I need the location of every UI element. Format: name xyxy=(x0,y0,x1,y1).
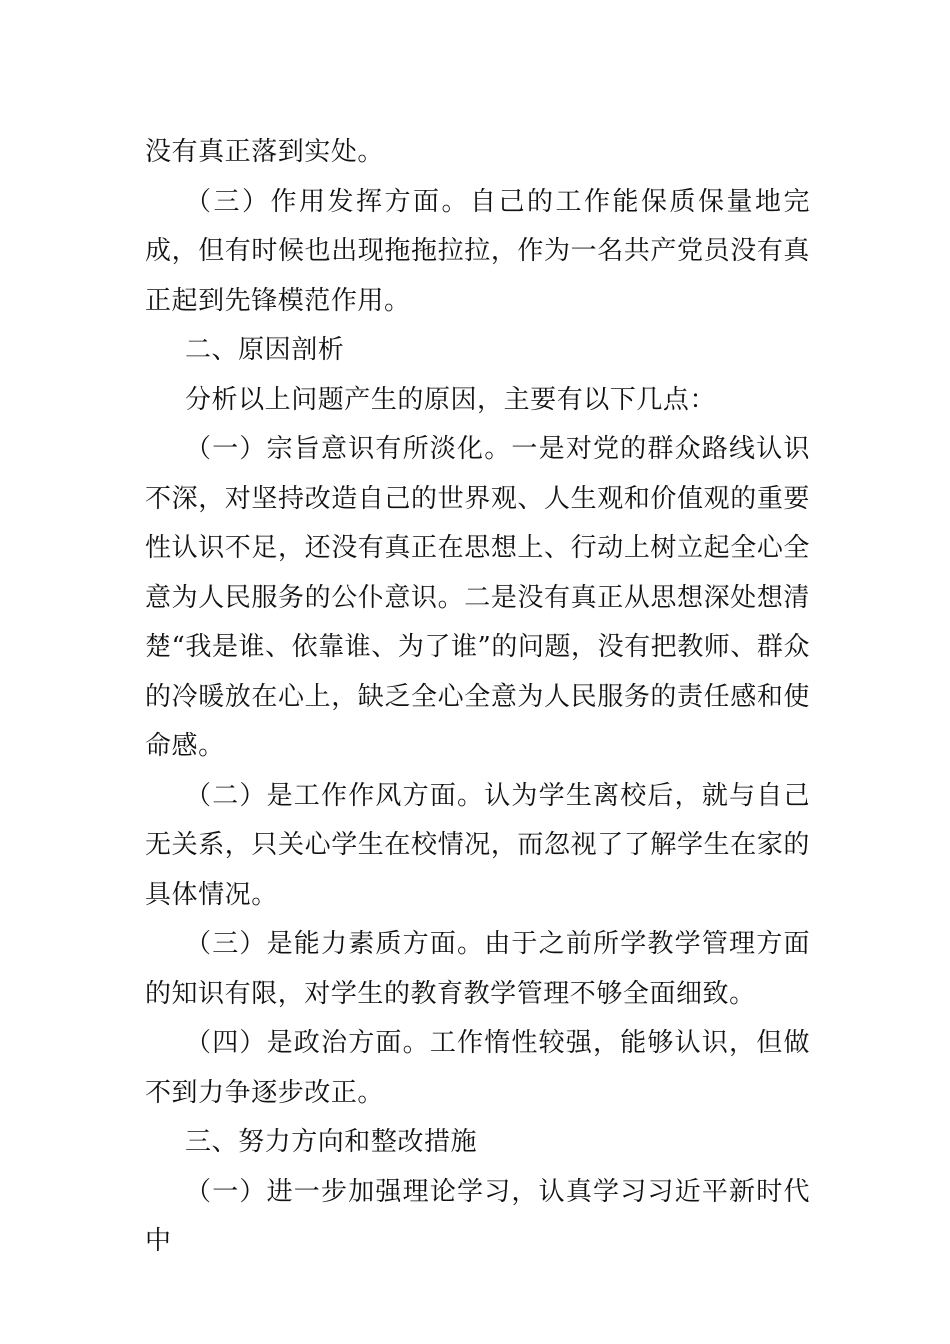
paragraph-role-performance: （三）作用发挥方面。自己的工作能保质保量地完成，但有时候也出现拖拖拉拉，作为一名共产党员没有真正起到先锋模范作用。 xyxy=(145,186,810,316)
paragraph-analysis-intro: 分析以上问题产生的原因，主要有以下几点： xyxy=(185,384,717,415)
paragraph-purpose-awareness: （一）宗旨意识有所淡化。一是对党的群众路线认识不深，对坚持改造自己的世界观、人生观和价值观的重要性认识不足，还没有真正在思想上、行动上树立起全心全意为人民服务的公仆意识。二是没有真正从思想深处想清楚“我是谁、依靠谁、为了谁”的问题，没有把教师、群众的冷暖放在心上，缺乏全心全意为人民服务的责任感和使命感。 xyxy=(145,434,810,761)
document-body xyxy=(145,128,810,1267)
paragraph-work-style: （二）是工作作风方面。认为学生离校后，就与自己无关系，只关心学生在校情况，而忽视了了解学生在家的具体情况。 xyxy=(145,780,810,910)
section-heading-improvement-measures: 三、努力方向和整改措施 xyxy=(185,1127,478,1157)
section-heading-cause-analysis: 二、原因剖析 xyxy=(185,335,345,365)
paragraph-theory-study: （一）进一步加强理论学习，认真学习习近平新时代中 xyxy=(145,1176,810,1256)
paragraph-continuation: 没有真正落到实处。 xyxy=(145,137,384,167)
paragraph-ability-quality: （三）是能力素质方面。由于之前所学教学管理方面的知识有限，对学生的教育教学管理不够全面细致。 xyxy=(145,929,810,1009)
paragraph-political-aspect: （四）是政治方面。工作惰性较强，能够认识，但做不到力争逐步改正。 xyxy=(145,1028,810,1108)
